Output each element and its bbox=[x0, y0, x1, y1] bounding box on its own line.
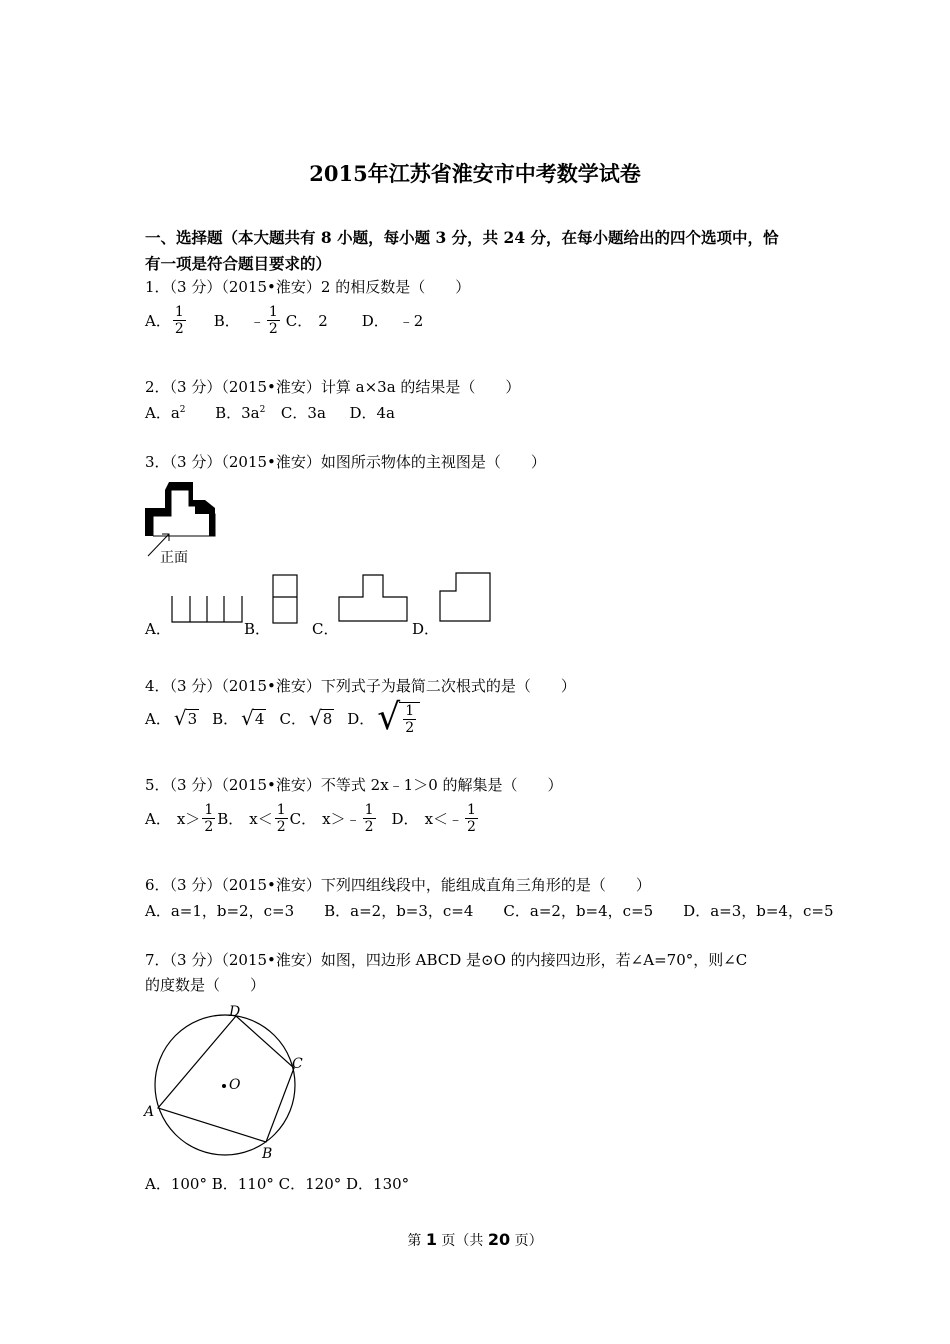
q7-label-a: A bbox=[144, 1104, 155, 1120]
q5-c-num: 1 bbox=[364, 802, 374, 818]
q1-b-num: 1 bbox=[268, 304, 278, 320]
q2-a-base: a bbox=[170, 404, 180, 422]
q5-d-fraction bbox=[465, 802, 478, 835]
q5-b-pre: x＜ bbox=[249, 810, 273, 828]
q1-a-num: 1 bbox=[174, 304, 184, 320]
q2-d-val: 4a bbox=[376, 404, 395, 422]
page-footer bbox=[0, 1230, 950, 1250]
q4-c-sqrt: √ 8 bbox=[308, 706, 333, 730]
q2-c-val: 3a bbox=[307, 404, 326, 422]
q3-b-label: B． bbox=[244, 620, 271, 638]
q4-options bbox=[145, 697, 423, 738]
q5-a-label: A． bbox=[145, 810, 171, 828]
q5-a-pre: x＞ bbox=[176, 810, 201, 828]
q1-c-val: 2 bbox=[318, 311, 328, 330]
q4-a-label: A． bbox=[145, 709, 171, 728]
q4-c-label: C． bbox=[279, 709, 306, 728]
q2-c-label: C． bbox=[280, 404, 308, 422]
q5-d-label: D． bbox=[391, 810, 419, 828]
footer-post: 页） bbox=[510, 1233, 543, 1249]
q7-label-o: O bbox=[229, 1077, 241, 1093]
q1-b-sign: ﹣ bbox=[249, 312, 265, 330]
q2-options bbox=[145, 402, 395, 423]
q3-option-b-figure[interactable] bbox=[271, 573, 299, 625]
section-heading-line2: 有一项是符合题目要求的） bbox=[145, 254, 332, 273]
q5-d-den: 2 bbox=[467, 819, 476, 835]
q3-c-label: C． bbox=[312, 620, 339, 638]
q5-b-label: B． bbox=[217, 810, 244, 828]
q1-a-den: 2 bbox=[174, 321, 184, 337]
q7-circle-figure bbox=[140, 1000, 315, 1165]
q2-a-exp: 2 bbox=[179, 405, 186, 415]
q7-stem-line2: 的度数是（ ） bbox=[145, 976, 266, 994]
q2-b-exp: 2 bbox=[259, 405, 266, 415]
q4-d-fraction bbox=[403, 703, 416, 736]
q3-solid-figure bbox=[143, 478, 223, 568]
q4-a-radicand: 3 bbox=[187, 710, 198, 728]
q7-label-c: C bbox=[292, 1056, 303, 1072]
q1-c-label: C． bbox=[285, 312, 313, 330]
q3-option-a-figure[interactable] bbox=[170, 594, 244, 624]
q5-b-fraction bbox=[275, 802, 288, 835]
q4-stem: 4．（3 分）（2015•淮安）下列式子为最简二次根式的是（ ） bbox=[145, 677, 576, 695]
q5-options bbox=[145, 802, 480, 835]
footer-mid: 页（共 bbox=[436, 1233, 488, 1249]
q4-d-num: 1 bbox=[405, 703, 415, 719]
q7-label-b: B bbox=[262, 1146, 273, 1162]
q1-a-label: A． bbox=[145, 312, 171, 330]
q5-a-den: 2 bbox=[204, 819, 214, 835]
footer-page-number: 1 bbox=[425, 1230, 437, 1249]
q6-options: A．a=1，b=2，c=3 B．a=2，b=3，c=4 C．a=2，b=4，c=5 D．a=3，b=4，c=5 bbox=[145, 902, 834, 920]
q5-stem: 5．（3 分）（2015•淮安）不等式 2x﹣1＞0 的解集是（ ） bbox=[145, 776, 563, 794]
q1-a-fraction bbox=[173, 304, 186, 337]
q7-label-d: D bbox=[229, 1004, 241, 1020]
q4-b-label: B． bbox=[212, 709, 239, 728]
q3-stem: 3．（3 分）（2015•淮安）如图所示物体的主视图是（ ） bbox=[145, 453, 546, 471]
q6-stem: 6．（3 分）（2015•淮安）下列四组线段中，能组成直角三角形的是（ ） bbox=[145, 876, 651, 894]
q4-c-radicand: 8 bbox=[322, 710, 333, 728]
q2-b-label: B． bbox=[215, 404, 242, 422]
q1-options bbox=[145, 304, 423, 337]
q5-c-pre: x＞﹣ bbox=[322, 810, 361, 828]
q2-stem: 2．（3 分）（2015•淮安）计算 a×3a 的结果是（ ） bbox=[145, 378, 521, 396]
q7-options: A．100° B．110° C．120° D．130° bbox=[145, 1175, 410, 1193]
q1-b-label: B． bbox=[213, 312, 240, 330]
q1-stem: 1．（3 分）（2015•淮安）2 的相反数是（ ） bbox=[145, 278, 471, 296]
q7-center-dot bbox=[222, 1084, 226, 1088]
q5-d-num: 1 bbox=[467, 802, 476, 818]
footer-pre: 第 bbox=[407, 1233, 426, 1249]
q5-b-num: 1 bbox=[276, 802, 286, 818]
q3-d-label: D． bbox=[412, 620, 440, 638]
q4-d-label: D． bbox=[347, 709, 375, 728]
q5-a-fraction bbox=[202, 802, 215, 835]
page-title: 2015年江苏省淮安市中考数学试卷 bbox=[309, 161, 641, 186]
q3-a-label: A． bbox=[145, 620, 171, 638]
q5-c-den: 2 bbox=[364, 819, 374, 835]
q4-a-sqrt: √ 3 bbox=[173, 706, 198, 730]
section-heading-line1: 一、选择题（本大题共有 8 小题，每小题 3 分，共 24 分，在每小题给出的四个选项中，恰 bbox=[145, 228, 779, 247]
q2-a-label: A． bbox=[145, 404, 171, 422]
q1-d-val: ﹣2 bbox=[398, 312, 424, 330]
q5-c-fraction bbox=[363, 802, 376, 835]
q5-c-label: C． bbox=[289, 810, 317, 828]
q3-option-c-figure[interactable] bbox=[337, 573, 411, 623]
q3-front-label: 正面 bbox=[160, 550, 188, 566]
q1-d-label: D． bbox=[361, 312, 389, 330]
q5-b-den: 2 bbox=[276, 819, 286, 835]
q4-b-radicand: 4 bbox=[254, 710, 265, 728]
q4-b-sqrt: √ 4 bbox=[241, 706, 265, 730]
q4-d-den: 2 bbox=[405, 720, 415, 736]
q5-a-num: 1 bbox=[204, 802, 214, 818]
q2-b-base: 3a bbox=[241, 404, 260, 422]
q1-b-den: 2 bbox=[268, 321, 278, 337]
q2-d-label: D． bbox=[349, 404, 377, 422]
q7-stem-line1: 7．（3 分）（2015•淮安）如图，四边形 ABCD 是⊙O 的内接四边形，若∠A=70°，则∠C bbox=[145, 951, 748, 969]
q1-b-fraction bbox=[267, 304, 280, 337]
q4-d-sqrt: √ $\frac{1}{2}$ bbox=[377, 700, 420, 736]
q5-d-pre: x＜﹣ bbox=[424, 810, 464, 828]
q3-option-d-figure[interactable] bbox=[438, 571, 492, 623]
footer-total-pages: 20 bbox=[487, 1230, 511, 1249]
